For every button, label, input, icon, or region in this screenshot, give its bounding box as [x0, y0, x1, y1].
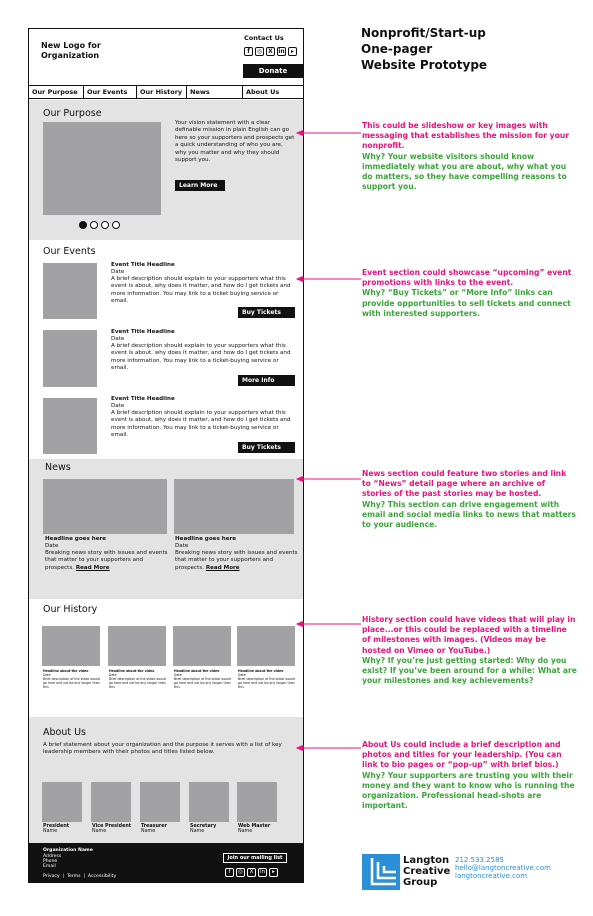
more-info-button[interactable]: More Info: [238, 375, 295, 386]
langton-logo-icon: [362, 854, 400, 890]
x-icon[interactable]: X: [247, 868, 256, 877]
leader-title: Secretary: [190, 824, 217, 829]
purpose-slideshow-image[interactable]: [43, 122, 161, 215]
leader-title: President: [43, 824, 70, 829]
buy-tickets-button[interactable]: Buy Tickets: [238, 307, 295, 318]
news-body: Breaking news story with issues and events that matter to your supporters and prospects. Read More: [175, 550, 298, 571]
annotation-events: Event section could showcase “upcoming” event promotions with links to the event. Why? “Buy Tickets” or “More Info” links can provide opportunities to sell tickets and connect with interested supporters.: [362, 268, 572, 318]
history-video-thumbnail[interactable]: [237, 626, 295, 666]
leader-photo[interactable]: [237, 782, 277, 822]
nav-item-our-events[interactable]: Our Events: [84, 86, 137, 98]
purpose-body: Your vision statement with a clear definable mission in plain English can go here so your supporters and prospects get a quick understanding of who you are, why you matter and why they should support you.: [175, 120, 295, 164]
history-video-date: Date: [238, 673, 246, 677]
footer-org-name: Organization Name: [43, 848, 93, 853]
read-more-link[interactable]: Read More: [205, 564, 240, 571]
leader-title: Web Master: [238, 824, 271, 829]
instagram-icon[interactable]: ◎: [236, 868, 245, 877]
history-video-headline: Headline about the video: [174, 669, 220, 673]
linkedin-icon[interactable]: in: [278, 48, 285, 55]
about-body: A brief statement about your organization and the purpose it serves with a list of key leadership members with their photos and titles listed below.: [43, 742, 282, 756]
leader-photo[interactable]: [42, 782, 82, 822]
buy-tickets-button[interactable]: Buy Tickets: [238, 442, 295, 453]
history-video-description: Brief description of the video would go here and not be any longer than this: [174, 677, 231, 689]
event-headline: Event Title Headline: [111, 262, 175, 268]
news-date: Date: [45, 543, 59, 549]
youtube-icon[interactable]: ▸: [288, 47, 297, 56]
history-video-description: Brief description of the video would go here and not be any longer than this: [43, 677, 100, 689]
history-video-date: Date: [174, 673, 182, 677]
read-more-link[interactable]: Read More: [75, 564, 110, 571]
agency-email[interactable]: hello@langtoncreative.com: [455, 864, 551, 872]
slide-dot-4[interactable]: [112, 221, 120, 229]
nav-item-about-us[interactable]: About Us: [243, 86, 303, 98]
leader-name: Name: [92, 829, 107, 834]
leader-name: Name: [43, 829, 58, 834]
news-section: [29, 459, 303, 599]
history-video-thumbnail[interactable]: [108, 626, 166, 666]
site-footer: [29, 843, 303, 883]
history-video-headline: Headline about the video: [238, 669, 284, 673]
news-image: [43, 479, 167, 534]
history-video-description: Brief description of the video would go here and not be any longer than this: [238, 677, 295, 689]
footer-phone: Phone: [43, 858, 58, 864]
news-title: News: [45, 462, 71, 473]
event-image: [43, 330, 97, 387]
event-description: A brief description should explain to your supporters what this event is about, why does it matter, and how do I get tickets and more information. You may link to a ticket-buying service or email.: [111, 410, 291, 439]
slide-dot-2[interactable]: [90, 221, 98, 229]
nav-item-our-purpose[interactable]: Our Purpose: [29, 86, 84, 98]
event-description: A brief description should explain to your supporters what this event is about, why does it matter, and how do I get tickets and more information. You may link to a ticket buying service or email.: [111, 276, 291, 305]
donate-button[interactable]: Donate: [243, 64, 303, 78]
history-video-date: Date: [109, 673, 117, 677]
purpose-section: [29, 100, 303, 240]
agency-contact: [455, 856, 551, 880]
footer-social-icons: [225, 868, 278, 877]
instagram-icon[interactable]: ◎: [256, 48, 263, 55]
learn-more-button[interactable]: Learn More: [175, 180, 225, 191]
history-video-description: Brief description of the video would go here and not be any longer than this: [109, 677, 166, 689]
news-headline: Headline goes here: [45, 536, 107, 542]
nav-item-our-history[interactable]: Our History: [137, 86, 187, 98]
wireframe-header: [29, 29, 303, 85]
history-video-thumbnail[interactable]: [173, 626, 231, 666]
event-headline: Event Title Headline: [111, 396, 175, 402]
history-video-headline: Headline about the video: [109, 669, 155, 673]
contact-us-link[interactable]: Contact Us: [244, 34, 284, 42]
event-image: [43, 263, 97, 319]
youtube-icon[interactable]: ▸: [269, 868, 278, 877]
event-image: [43, 398, 97, 454]
news-date: Date: [175, 543, 189, 549]
main-nav: [29, 85, 303, 99]
slide-dot-3[interactable]: [101, 221, 109, 229]
annotation-about: About Us could include a brief description and photos and titles for your leadership. (You can link to bio pages or “pop-up” with brief bios.) Why? Your supporters are trusting you with their money and they want to know who is running the organization. Professional head-shots are important.: [362, 740, 575, 811]
agency-website[interactable]: langtoncreative.com: [455, 872, 528, 880]
header-social-icons: [244, 47, 297, 56]
document-title: Nonprofit/Start-up One-pager Website Prototype: [361, 26, 488, 72]
mailing-list-button[interactable]: Join our mailing list: [223, 853, 287, 863]
history-video-thumbnail[interactable]: [42, 626, 100, 666]
history-video-headline: Headline about the video: [43, 669, 89, 673]
leader-name: Name: [190, 829, 205, 834]
event-date: Date: [111, 403, 125, 409]
history-title: Our History: [43, 604, 98, 615]
annotation-purpose: This could be slideshow or key images with messaging that establishes the mission for your nonprofit. Why? Your website visitors should know immediately what you are about, why what you do matters, so they have compelling reasons to support you.: [362, 121, 569, 192]
events-title: Our Events: [43, 246, 96, 257]
leader-photo[interactable]: [140, 782, 180, 822]
x-icon[interactable]: X: [266, 47, 275, 56]
leader-title: Treasurer: [141, 824, 167, 829]
event-date: Date: [111, 336, 125, 342]
agency-name: Langton Creative Group: [403, 855, 451, 888]
leader-name: Name: [141, 829, 156, 834]
news-image: [174, 479, 294, 534]
section-title: Our Purpose: [43, 108, 102, 119]
linkedin-icon[interactable]: in: [259, 869, 265, 875]
nav-item-news[interactable]: News: [187, 86, 243, 98]
event-headline: Event Title Headline: [111, 329, 175, 335]
history-video-date: Date: [43, 673, 51, 677]
footer-legal-links[interactable]: Privacy | Terms | Accessibility: [43, 874, 117, 879]
leader-title: Vice President: [92, 824, 132, 829]
leader-photo[interactable]: [189, 782, 229, 822]
agency-phone: 212.533.2585: [455, 856, 504, 864]
organization-logo[interactable]: New Logo for Organization: [41, 41, 101, 60]
annotation-history: History section could have videos that will play in place...or this could be replaced with a timeline of milestones with images. (Videos may be hosted on Vimeo or YouTube.) Why? If you’re just getting started: Why do you exist? If you’ve been around for a while: What are your milestones and key achievements?: [362, 615, 577, 686]
event-description: A brief description should explain to your supporters what this event is about, why does it matter, and how do I get tickets and more information. You may link to a ticket-buying service or email.: [111, 343, 291, 372]
footer-address: Address: [43, 853, 62, 859]
event-date: Date: [111, 269, 125, 275]
news-body: Breaking news story with issues and events that matter to your supporters and prospects. Read More: [45, 550, 168, 571]
leader-name: Name: [238, 829, 253, 834]
footer-email: Email: [43, 863, 56, 869]
facebook-icon[interactable]: f: [244, 47, 253, 56]
facebook-icon[interactable]: f: [225, 868, 234, 877]
slide-dot-1[interactable]: [79, 221, 87, 229]
news-headline: Headline goes here: [175, 536, 237, 542]
about-section: [29, 717, 303, 843]
annotation-news: News section could feature two stories and link to “News” detail page where an archive of stories of the past stories may be hosted. Why? This section can drive engagement with email and social media links to news that matters to your audience.: [362, 469, 576, 530]
website-wireframe: [28, 28, 304, 883]
leader-photo[interactable]: [91, 782, 131, 822]
about-title: About Us: [43, 727, 87, 738]
